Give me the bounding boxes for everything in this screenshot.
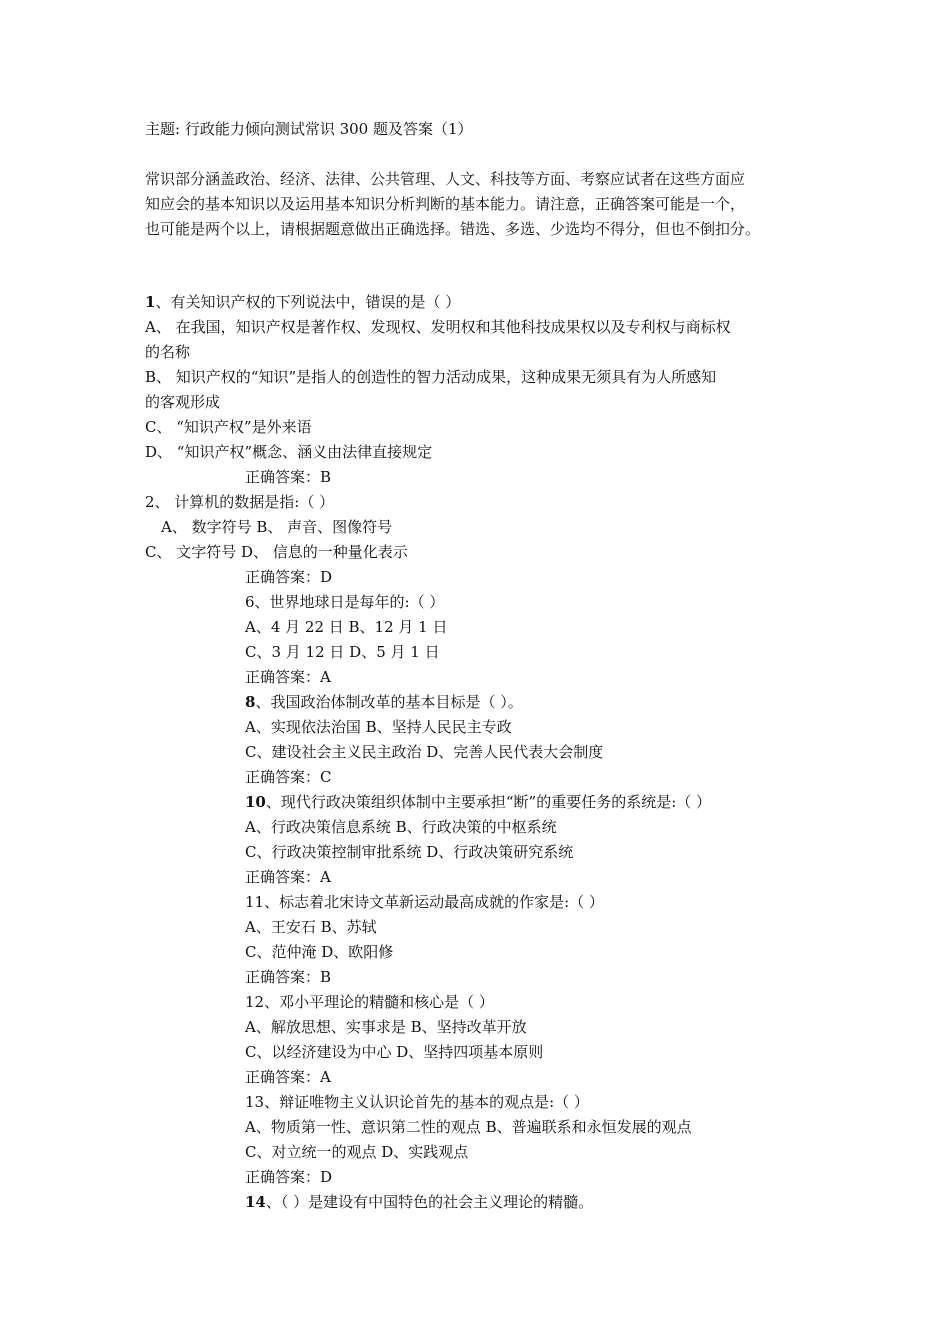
question-number: 1: [145, 293, 156, 311]
question-list: [145, 290, 815, 1215]
options-cd: C、建设社会主义民主政治 D、完善人民代表大会制度: [245, 743, 604, 761]
option-a-continued: 的名称: [145, 343, 191, 361]
question-8: [145, 690, 815, 715]
option-c: C、 “知识产权”是外来语: [145, 418, 312, 436]
options-ab: A、王安石 B、苏轼: [245, 918, 377, 936]
answer-line: 正确答案：D: [245, 568, 333, 586]
options-cd: C、行政决策控制审批系统 D、行政决策研究系统: [245, 843, 574, 861]
options-ab: A、实现依法治国 B、坚持人民民主专政: [245, 718, 512, 736]
option-a: A、 在我国，知识产权是著作权、发现权、发明权和其他科技成果权以及专利权与商标权: [145, 318, 731, 336]
question-6: 6、世界地球日是每年的:（ ）: [245, 593, 445, 611]
question-number: 14: [245, 1193, 266, 1211]
option-b: B、 知识产权的“知识”是指人的创造性的智力活动成果，这种成果无须具有为人所感知: [145, 368, 717, 386]
options-ab: A、 数字符号 B、 声音、图像符号: [161, 518, 393, 536]
question-text: 、现代行政决策组织体制中主要承担“断”的重要任务的系统是:（ ）: [265, 793, 712, 811]
intro-line: 也可能是两个以上，请根据题意做出正确选择。错选、多选、少选均不得分，但也不倒扣分。: [145, 220, 761, 238]
question-2: 2、 计算机的数据是指:（ ）: [145, 493, 335, 511]
question-10: [145, 790, 815, 815]
answer-line: 正确答案：B: [245, 968, 332, 986]
options-ab: A、物质第一性、意识第二性的观点 B、普遍联系和永恒发展的观点: [245, 1118, 692, 1136]
question-14: [145, 1190, 815, 1215]
question-text: 、（ ）是建设有中国特色的社会主义理论的精髓。: [265, 1193, 594, 1211]
intro-line: 常识部分涵盖政治、经济、法律、公共管理、人文、科技等方面、考察应试者在这些方面应: [145, 170, 746, 188]
options-ab: A、行政决策信息系统 B、行政决策的中枢系统: [245, 818, 557, 836]
answer-line: 正确答案：C: [245, 768, 332, 786]
question-text: 、有关知识产权的下列说法中，错误的是（ ）: [155, 293, 461, 311]
question-1: [145, 290, 815, 315]
option-d: D、 “知识产权”概念、涵义由法律直接规定: [145, 443, 433, 461]
answer-line: 正确答案：A: [245, 668, 331, 686]
answer-line: 正确答案：B: [245, 468, 332, 486]
answer-line: 正确答案：A: [245, 1068, 331, 1086]
options-ab: A、解放思想、实事求是 B、坚持改革开放: [245, 1018, 527, 1036]
options-cd: C、范仲淹 D、欧阳修: [245, 943, 394, 961]
question-number: 8: [245, 693, 256, 711]
question-12: 12、邓小平理论的精髓和核心是（ ）: [245, 993, 494, 1011]
intro-line: 知应会的基本知识以及运用基本知识分析判断的基本能力。请注意，正确答案可能是一个，: [145, 195, 746, 213]
question-text: 、我国政治体制改革的基本目标是（ ）。: [255, 693, 523, 711]
options-cd: C、 文字符号 D、 信息的一种量化表示: [145, 543, 408, 561]
options-cd: C、对立统一的观点 D、实践观点: [245, 1143, 469, 1161]
document-title: 主题: 行政能力倾向测试常识 300 题及答案（1）: [145, 120, 473, 138]
question-11: 11、标志着北宋诗文革新运动最高成就的作家是:（ ）: [245, 893, 604, 911]
intro-paragraph: [145, 167, 815, 242]
answer-line: 正确答案：D: [245, 1168, 333, 1186]
options-ab: A、4 月 22 日 B、12 月 1 日: [245, 618, 448, 636]
options-cd: C、3 月 12 日 D、5 月 1 日: [245, 643, 440, 661]
answer-line: 正确答案：A: [245, 868, 331, 886]
question-number: 10: [245, 793, 266, 811]
options-cd: C、以经济建设为中心 D、坚持四项基本原则: [245, 1043, 544, 1061]
option-b-continued: 的客观形成: [145, 393, 221, 411]
question-13: 13、辩证唯物主义认识论首先的基本的观点是:（ ）: [245, 1093, 589, 1111]
